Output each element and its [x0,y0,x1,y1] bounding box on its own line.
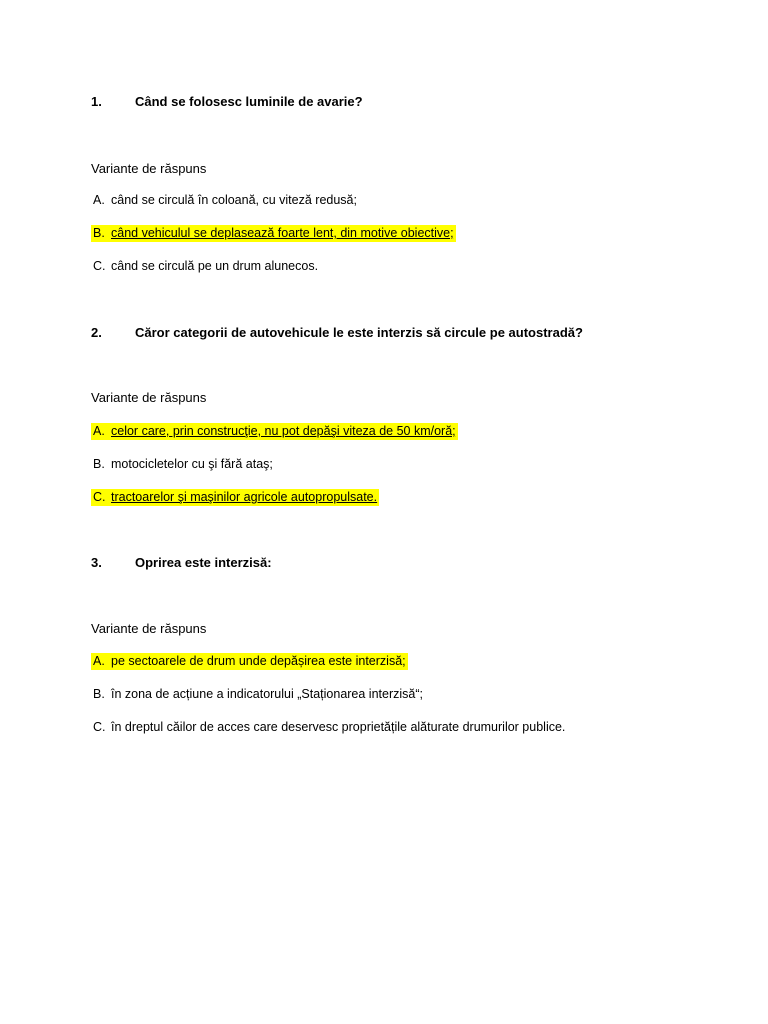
option-3b [91,686,425,703]
option-letter: A. [93,654,105,668]
option-letter: C. [93,720,106,734]
option-text: când se circulă pe un drum alunecos. [111,259,319,273]
option-letter: A. [93,424,105,438]
option-text: tractoarelor şi maşinilor agricole autopropulsate. [111,490,378,504]
option-1b-correct [91,225,456,242]
option-text: celor care, prin construcţie, nu pot depăşi viteza de 50 km/oră; [111,424,456,438]
option-2c-correct [91,489,379,506]
question-1 [91,94,363,109]
option-text: în zona de acțiune a indicatorului „Staționarea interzisă“; [111,687,423,701]
option-2a-correct [91,423,458,440]
question-number: 3. [91,555,102,570]
option-text: motocicletelor cu şi fără ataş; [111,457,273,471]
option-text: când se circulă în coloană, cu viteză redusă; [111,193,357,207]
option-3c [91,719,567,736]
question-number: 1. [91,94,102,109]
question-text: Oprirea este interzisă: [135,555,272,570]
option-1c [91,258,320,275]
question-number: 2. [91,325,102,340]
option-text: când vehiculul se deplasează foarte lent, din motive obiective; [111,226,454,240]
option-2b [91,456,275,473]
option-letter: C. [93,259,106,273]
option-letter: B. [93,226,105,240]
option-text: pe sectoarele de drum unde depășirea este interzisă; [111,654,406,668]
option-3a-correct [91,653,408,670]
option-letter: C. [93,490,106,504]
question-2 [91,325,583,340]
option-letter: A. [93,193,105,207]
option-1a [91,192,359,209]
variants-label: Variante de răspuns [91,621,207,636]
option-letter: B. [93,457,105,471]
question-text: Când se folosesc luminile de avarie? [135,94,363,109]
question-text: Căror categorii de autovehicule le este interzis să circule pe autostradă? [135,325,583,340]
question-3 [91,555,272,570]
option-letter: B. [93,687,105,701]
variants-label: Variante de răspuns [91,161,207,176]
option-text: în dreptul căilor de acces care deservesc proprietățile alăturate drumurilor publice. [111,720,566,734]
variants-label: Variante de răspuns [91,390,207,405]
